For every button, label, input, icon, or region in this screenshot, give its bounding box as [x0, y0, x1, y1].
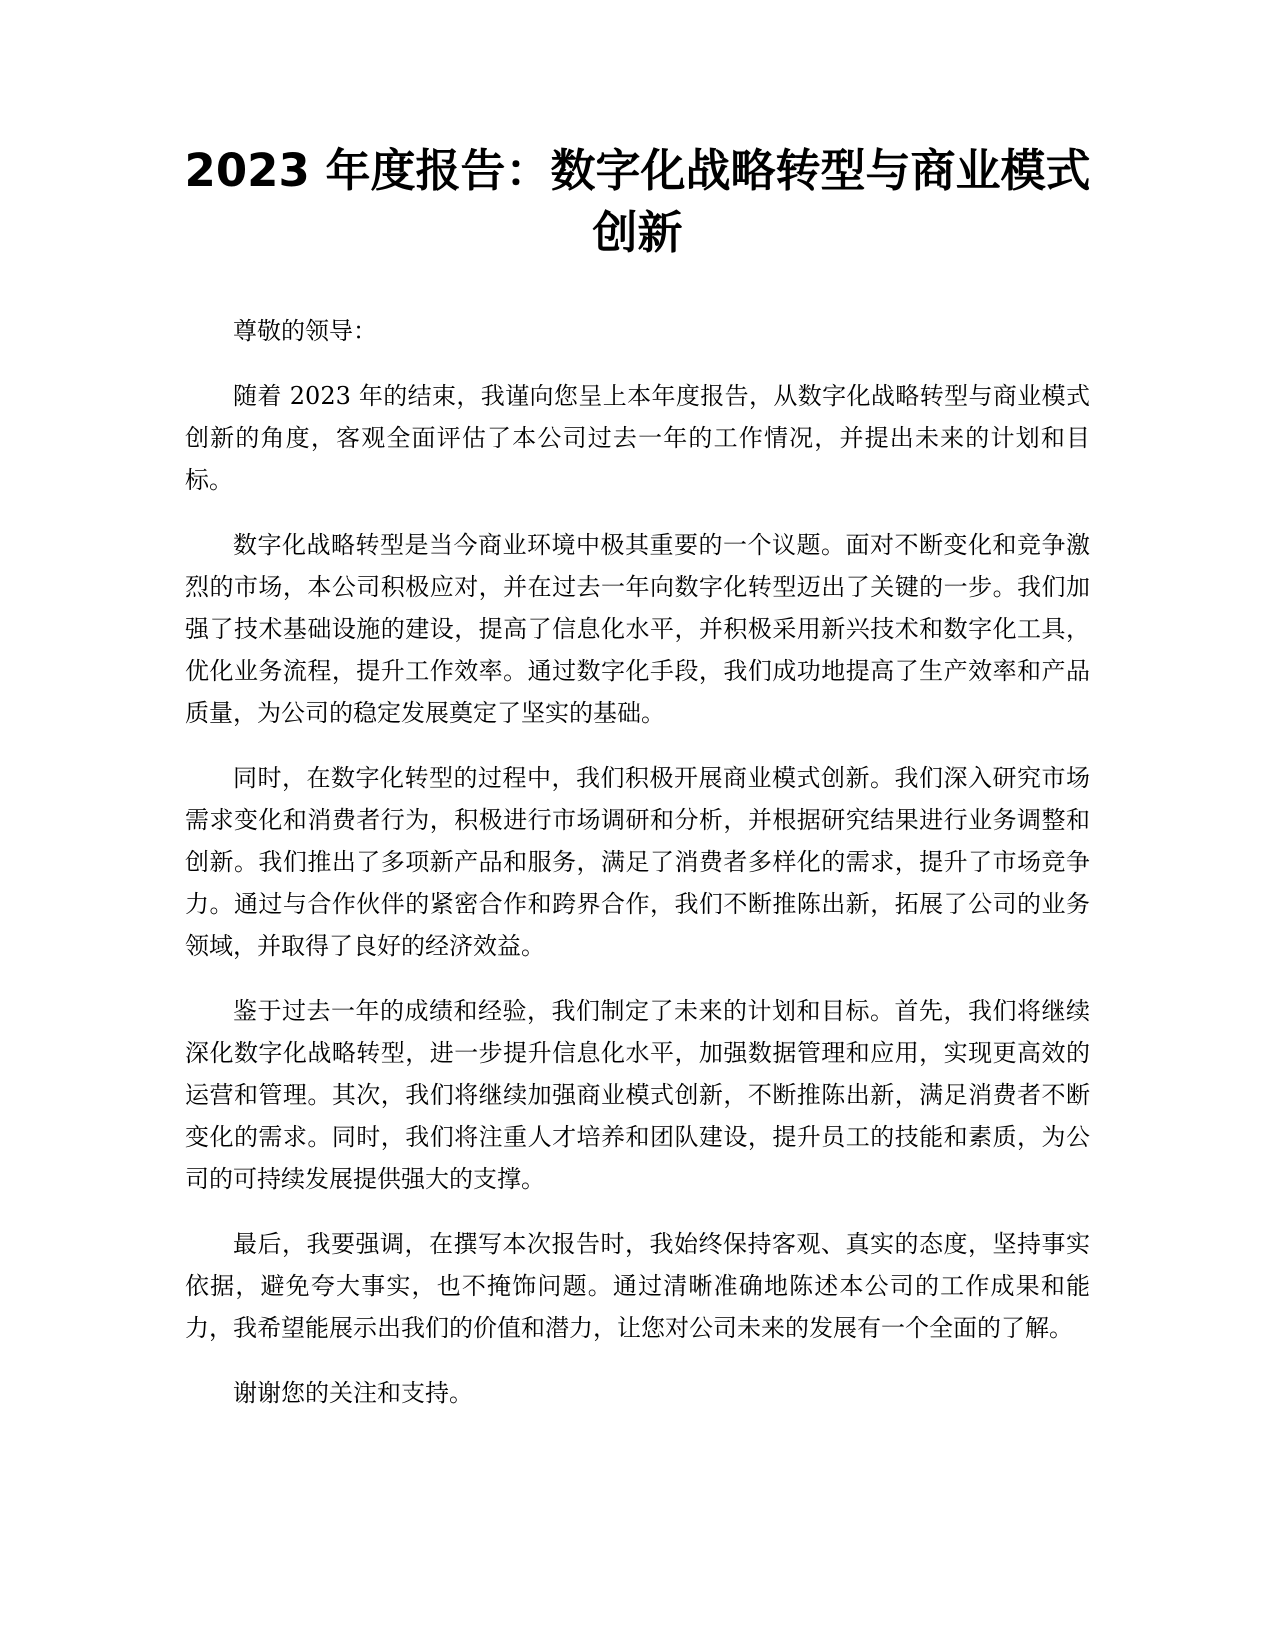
paragraph-intro: 随着 2023 年的结束，我谨向您呈上本年度报告，从数字化战略转型与商业模式创新的角度，客观全面评估了本公司过去一年的工作情况，并提出未来的计划和目标。 — [185, 382, 1090, 494]
paragraph-digital-transformation: 数字化战略转型是当今商业环境中极其重要的一个议题。面对不断变化和竞争激烈的市场，本公司积极应对，并在过去一年向数字化转型迈出了关键的一步。我们加强了技术基础设施的建设，提高了信息化水平，并积极采用新兴技术和数字化工具，优化业务流程，提升工作效率。通过数字化手段，我们成功地提高了生产效率和产品质量，为公司的稳定发展奠定了坚实的基础。 — [185, 531, 1090, 727]
paragraph-business-model-innovation: 同时，在数字化转型的过程中，我们积极开展商业模式创新。我们深入研究市场需求变化和消费者行为，积极进行市场调研和分析，并根据研究结果进行业务调整和创新。我们推出了多项新产品和服务，满足了消费者多样化的需求，提升了市场竞争力。通过与合作伙伴的紧密合作和跨界合作，我们不断推陈出新，拓展了公司的业务领域，并取得了良好的经济效益。 — [185, 764, 1090, 960]
closing-remark: 谢谢您的关注和支持。 — [233, 1379, 473, 1407]
document-title — [170, 140, 1105, 264]
document-body — [185, 310, 1090, 1437]
paragraph-future-plans: 鉴于过去一年的成绩和经验，我们制定了未来的计划和目标。首先，我们将继续深化数字化战略转型，进一步提升信息化水平，加强数据管理和应用，实现更高效的运营和管理。其次，我们将继续加强商业模式创新，不断推陈出新，满足消费者不断变化的需求。同时，我们将注重人才培养和团队建设，提升员工的技能和素质，为公司的可持续发展提供强大的支撑。 — [185, 997, 1090, 1193]
document-title-line-2: 创新 — [592, 206, 683, 259]
salutation: 尊敬的领导： — [233, 317, 377, 345]
paragraph-conclusion: 最后，我要强调，在撰写本次报告时，我始终保持客观、真实的态度，坚持事实依据，避免夸大事实，也不掩饰问题。通过清晰准确地陈述本公司的工作成果和能力，我希望能展示出我们的价值和潜力，让您对公司未来的发展有一个全面的了解。 — [185, 1230, 1090, 1342]
document-title-line-1: 2023 年度报告：数字化战略转型与商业模式 — [184, 144, 1091, 197]
